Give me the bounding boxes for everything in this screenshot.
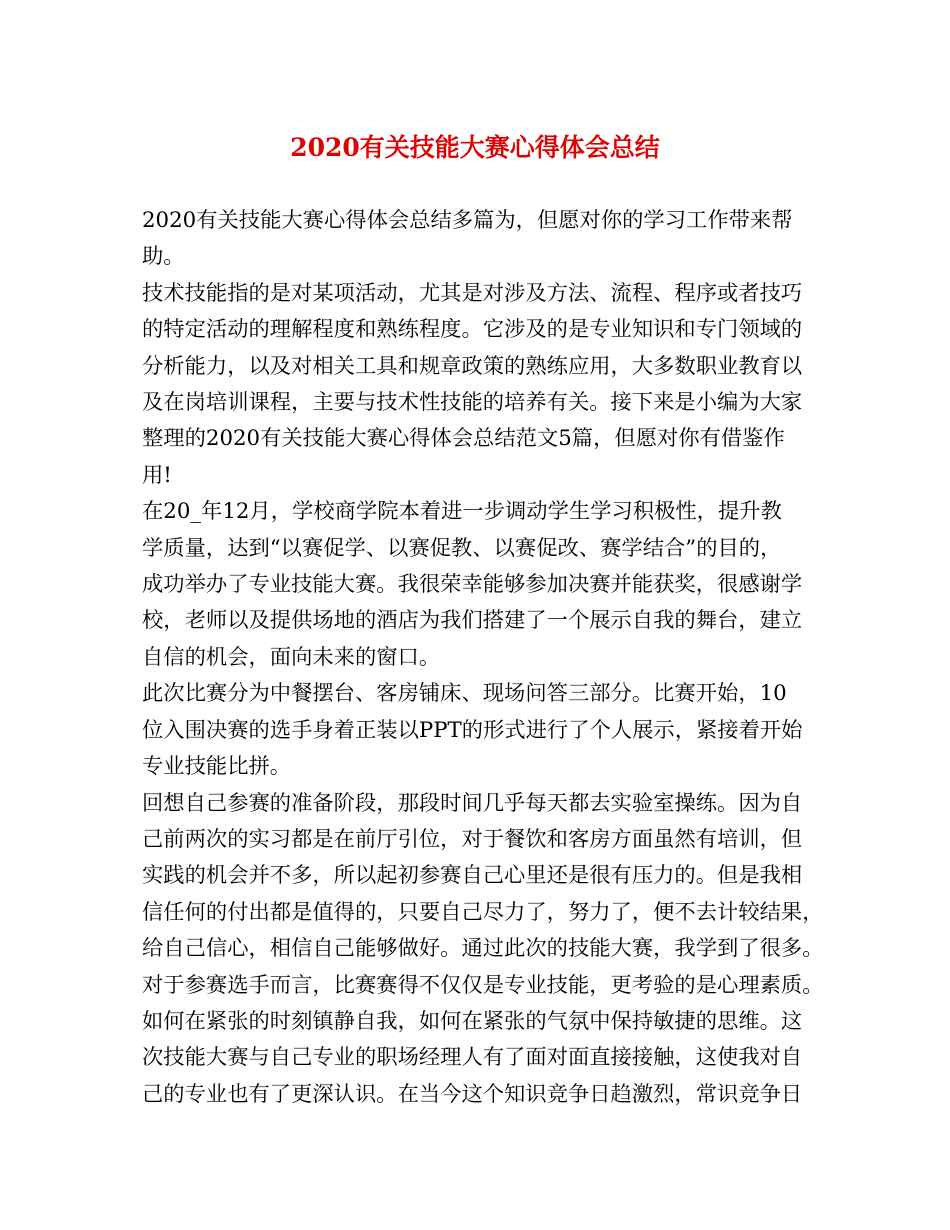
text-line: 对于参赛选手而言，比赛赛得不仅仅是专业技能，更考验的是心理素质。	[142, 972, 824, 998]
text-line: 己前两次的实习都是在前厅引位，对于餐饮和客房方面虽然有培训，但	[142, 826, 803, 852]
text-line: 技术技能指的是对某项活动，尤其是对涉及方法、流程、程序或者技巧	[142, 280, 803, 306]
text-line: 校，老师以及提供场地的酒店为我们搭建了一个展示自我的舞台，建立	[142, 608, 803, 634]
text-line: 助。	[142, 244, 185, 270]
text-line: 成功举办了专业技能大赛。我很荣幸能够参加决赛并能获奖，很感谢学	[142, 572, 803, 598]
text-line: 己的专业也有了更深认识。在当今这个知识竞争日趋激烈，常识竞争日	[142, 1081, 803, 1107]
text-line: 如何在紧张的时刻镇静自我，如何在紧张的气氛中保持敏捷的思维。这	[142, 1008, 803, 1034]
text-line: 在20_年12月，学校商学院本着进一步调动学生学习积极性，提升教	[142, 499, 782, 525]
text-line: 专业技能比拼。	[142, 754, 292, 780]
text-line: 用!	[142, 462, 172, 488]
text-line: 实践的机会并不多，所以起初参赛自己心里还是很有压力的。但是我相	[142, 863, 803, 889]
text-line: 给自己信心，相信自己能够做好。通过此次的技能大赛，我学到了很多。	[142, 936, 824, 962]
document-body	[142, 203, 832, 1113]
text-line: 信任何的付出都是值得的，只要自己尽力了，努力了，便不去计较结果，	[142, 899, 824, 925]
text-line: 的特定活动的理解程度和熟练程度。它涉及的是专业知识和专门领域的	[142, 317, 803, 343]
text-line: 次技能大赛与自己专业的职场经理人有了面对面直接接触，这使我对自	[142, 1045, 803, 1071]
text-line: 整理的2020有关技能大赛心得体会总结范文5篇，但愿对你有借鉴作	[142, 426, 785, 452]
text-line: 位入围决赛的选手身着正装以PPT的形式进行了个人展示，紧接着开始	[142, 717, 803, 743]
text-line: 回想自己参赛的准备阶段，那段时间几乎每天都去实验室操练。因为自	[142, 790, 803, 816]
text-line: 此次比赛分为中餐摆台、客房铺床、现场问答三部分。比赛开始，10	[142, 681, 787, 707]
text-line: 自信的机会，面向未来的窗口。	[142, 644, 441, 670]
text-line: 2020有关技能大赛心得体会总结多篇为，但愿对你的学习工作带来帮	[142, 208, 793, 233]
text-line: 及在岗培训课程，主要与技术性技能的培养有关。接下来是小编为大家	[142, 390, 803, 416]
text-line: 学质量，达到“以赛促学、以赛促教、以赛促改、赛学结合”的目的，	[142, 535, 782, 561]
document-title: 2020有关技能大赛心得体会总结	[290, 133, 660, 162]
text-line: 分析能力，以及对相关工具和规章政策的熟练应用，大多数职业教育以	[142, 353, 803, 379]
